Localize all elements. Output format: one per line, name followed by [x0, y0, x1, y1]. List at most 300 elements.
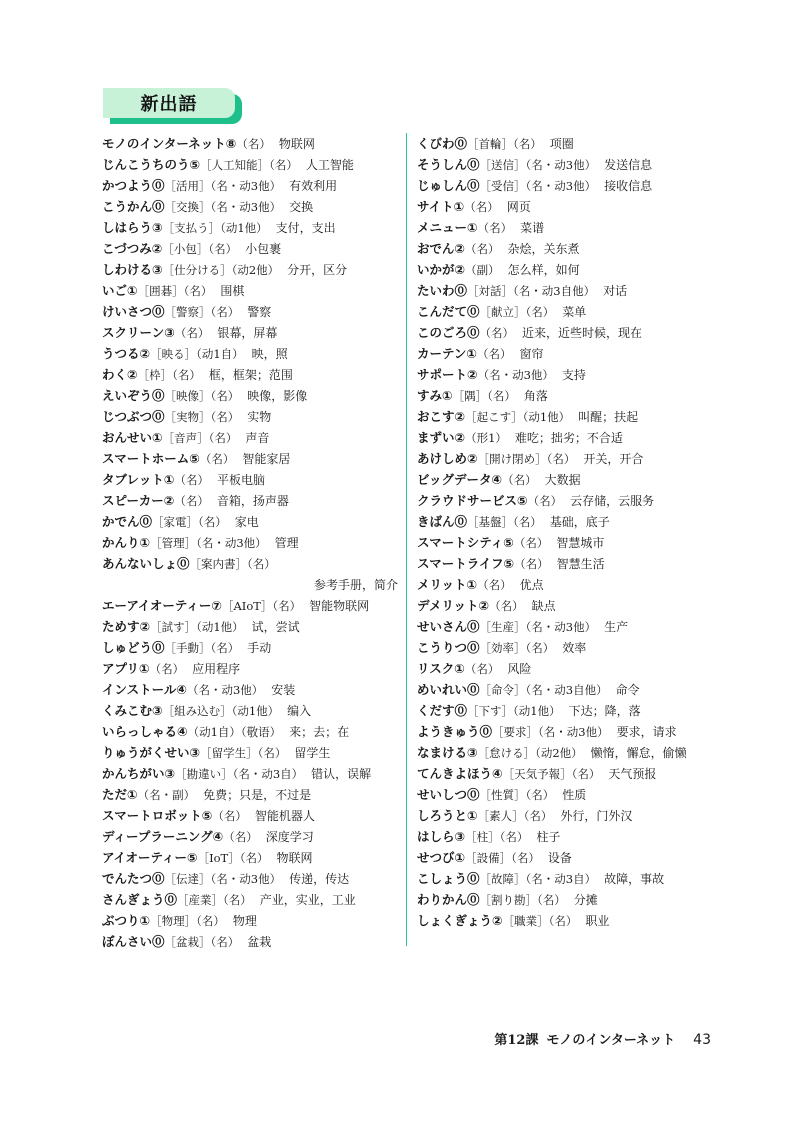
vocab-entry — [102, 784, 398, 805]
vocab-headword: ただ① — [102, 787, 138, 802]
vocab-entry — [102, 826, 398, 847]
vocab-headword: おんせい① — [102, 430, 163, 445]
vocab-meaning: 映像，影像 — [247, 389, 308, 403]
vocab-entry — [102, 910, 398, 931]
vocab-grammar-info: ［映る］（动1自） — [150, 347, 244, 361]
vocab-headword: しはらう③ — [102, 220, 163, 235]
vocab-headword: スマートライフ⑤ — [417, 556, 515, 571]
vocab-entry — [102, 763, 398, 784]
vocab-entry — [102, 280, 398, 301]
vocab-grammar-info: （名・动3他） — [477, 368, 554, 382]
vocab-meaning: 故障，事故 — [604, 872, 665, 886]
vocab-headword: ようきゅう⓪ — [417, 724, 493, 739]
vocab-entry — [102, 721, 398, 742]
vocab-meaning: 天气预报 — [608, 767, 657, 781]
vocab-grammar-info: （名） — [476, 347, 512, 361]
vocab-headword: サイト① — [417, 199, 465, 214]
vocab-headword: しょくぎょう② — [417, 913, 503, 928]
vocab-meaning: 网页 — [506, 200, 531, 214]
vocab-entry — [417, 217, 717, 238]
vocab-entry — [417, 301, 717, 322]
vocab-meaning: 产业，实业，工业 — [259, 893, 356, 907]
vocab-meaning: 近来，近些时候，现在 — [522, 326, 643, 340]
vocab-grammar-info: ［支払う］（动1他） — [162, 221, 268, 235]
vocab-headword: たいわ⓪ — [417, 283, 468, 298]
vocab-entry — [417, 679, 717, 700]
vocab-grammar-info: （名・动3他） — [186, 683, 264, 697]
vocab-meaning: 传递，传达 — [289, 872, 350, 886]
vocab-entry — [417, 259, 717, 280]
vocab-entry — [417, 889, 717, 910]
vocab-entry — [102, 406, 398, 427]
vocab-meaning: 围棋 — [220, 284, 245, 298]
vocab-meaning: 项圈 — [549, 137, 574, 151]
vocab-meaning: 人工智能 — [305, 158, 354, 172]
vocab-headword: アイオーティー⑤ — [102, 850, 198, 865]
vocab-entry — [102, 385, 398, 406]
vocab-entry — [417, 763, 717, 784]
vocab-meaning: 管理 — [274, 536, 299, 550]
vocab-meaning: 外行，门外汉 — [560, 809, 633, 823]
vocab-grammar-info: ［物理］（名） — [150, 914, 225, 928]
vocab-entry — [417, 385, 717, 406]
vocab-entry — [417, 448, 717, 469]
vocab-headword: スマートシティ⑤ — [417, 535, 514, 550]
vocab-grammar-info: （名） — [527, 494, 563, 508]
vocab-meaning: 菜单 — [562, 305, 587, 319]
vocab-entry — [417, 469, 717, 490]
page-footer — [494, 1029, 711, 1048]
vocab-meaning: 智慧生活 — [556, 557, 605, 571]
vocab-grammar-info: ［伝達］（名・动3他） — [164, 872, 282, 886]
vocab-grammar-info: ［効率］（名） — [479, 641, 555, 655]
vocab-headword: うつる② — [102, 346, 151, 361]
vocab-headword: くみこむ③ — [102, 703, 163, 718]
vocab-grammar-info: ［怠ける］（动2他） — [477, 746, 583, 760]
vocab-meaning: 效率 — [562, 641, 587, 655]
vocab-entry — [417, 511, 717, 532]
vocab-headword: めいれい⓪ — [417, 682, 480, 697]
vocab-grammar-info: ［家電］（名） — [152, 515, 227, 529]
vocab-entry — [417, 595, 717, 616]
vocab-meaning: 怎么样，如何 — [507, 263, 580, 277]
vocab-headword: てんきよほう④ — [417, 766, 503, 781]
vocab-headword: スマートロボット⑤ — [102, 808, 213, 823]
section-heading — [103, 88, 243, 124]
vocab-entry — [102, 133, 398, 154]
vocab-meaning: 错认，误解 — [311, 767, 372, 781]
vocab-grammar-info: ［AIoT］（名） — [221, 599, 302, 613]
vocab-headword: ためす② — [102, 619, 151, 634]
vocab-headword: おでん② — [417, 241, 465, 256]
footer-title: モノのインターネット — [546, 1033, 676, 1048]
vocab-entry — [417, 280, 717, 301]
vocab-grammar-info: ［天気予報］（名） — [502, 767, 601, 781]
vocab-meaning: 开关，开合 — [583, 452, 644, 466]
vocab-headword: スピーカー② — [102, 493, 175, 508]
vocab-headword: かつよう⓪ — [102, 178, 165, 193]
vocab-headword: ディープラーニング④ — [102, 829, 224, 844]
vocab-entry — [102, 595, 398, 616]
vocab-headword: カーテン① — [417, 346, 477, 361]
vocab-headword: スマートホーム⑤ — [102, 451, 200, 466]
vocab-entry — [417, 154, 717, 175]
vocab-grammar-info: （名） — [477, 221, 513, 235]
vocab-grammar-info: ［命令］（名・动3自他） — [479, 683, 608, 697]
vocab-meaning: 深度学习 — [265, 830, 314, 844]
vocab-meaning: 云存储，云服务 — [570, 494, 655, 508]
vocab-grammar-info: ［性質］（名） — [479, 788, 555, 802]
vocab-grammar-info: ［組み込む］（动1他） — [162, 704, 280, 718]
vocab-headword: でんたつ⓪ — [102, 871, 165, 886]
vocab-column-left — [102, 133, 398, 952]
vocab-meaning: 设备 — [547, 851, 572, 865]
vocab-meaning: 支持 — [561, 368, 586, 382]
vocab-meaning: 职业 — [585, 914, 610, 928]
vocab-grammar-info: ［対話］（名・动3自他） — [467, 284, 596, 298]
vocab-meaning: 来；去；在 — [289, 725, 350, 739]
vocab-grammar-info: ［職業］（名） — [502, 914, 578, 928]
vocab-headword: せいさん⓪ — [417, 619, 480, 634]
vocab-headword: はしら③ — [417, 829, 466, 844]
vocab-headword: りゅうがくせい③ — [102, 745, 201, 760]
vocab-headword: ぼんさい⓪ — [102, 934, 165, 949]
vocab-headword: ぶつり① — [102, 913, 151, 928]
vocab-entry — [102, 301, 398, 322]
vocab-entry — [417, 238, 717, 259]
vocab-grammar-info: ［献立］（名） — [479, 305, 555, 319]
vocab-grammar-info: （名） — [174, 473, 209, 487]
vocab-entry — [102, 658, 398, 679]
vocab-grammar-info: （名） — [477, 578, 512, 592]
vocab-entry — [102, 448, 398, 469]
vocab-meaning: 小包裹 — [245, 242, 282, 256]
vocab-entry — [102, 175, 398, 196]
vocab-entry — [102, 154, 398, 175]
vocab-entry — [417, 427, 717, 448]
vocab-entry — [102, 847, 398, 868]
vocab-grammar-info: ［割り勘］（名） — [479, 893, 566, 907]
vocab-column-right — [417, 133, 717, 931]
vocab-entry — [102, 469, 398, 490]
vocab-headword: くだす⓪ — [417, 703, 468, 718]
vocab-grammar-info: （名） — [464, 242, 500, 256]
vocab-headword: こづつみ② — [102, 241, 163, 256]
vocab-grammar-info: ［音声］（名） — [162, 431, 238, 445]
vocab-meaning: 实物 — [247, 410, 272, 424]
vocab-grammar-info: ［留学生］（名） — [200, 746, 287, 760]
vocab-headword: リスク① — [417, 661, 465, 676]
vocab-grammar-info: （名） — [223, 830, 258, 844]
vocab-headword: きばん⓪ — [417, 514, 468, 529]
vocab-entry — [417, 616, 717, 637]
vocab-headword: このごろ⓪ — [417, 325, 480, 340]
vocab-grammar-info: ［要求］（名・动3他） — [492, 725, 609, 739]
vocab-grammar-info: ［受信］（名・动3他） — [479, 179, 597, 193]
vocab-headword: こんだて⓪ — [417, 304, 480, 319]
vocab-meaning: 物联网 — [276, 851, 313, 865]
vocab-headword: くびわ⓪ — [417, 136, 468, 151]
vocab-entry — [102, 238, 398, 259]
vocab-meaning: 声音 — [245, 431, 270, 445]
vocab-headword: えいぞう⓪ — [102, 388, 165, 403]
vocab-headword: しゅどう⓪ — [102, 640, 165, 655]
vocab-headword: じつぶつ⓪ — [102, 409, 165, 424]
vocab-entry — [102, 490, 398, 511]
vocab-headword: インストール④ — [102, 682, 187, 697]
vocab-entry — [102, 217, 398, 238]
vocab-meaning: 映，照 — [251, 347, 288, 361]
vocab-headword: せつび① — [417, 850, 466, 865]
vocab-entry — [102, 931, 398, 952]
vocab-headword: おこす② — [417, 409, 466, 424]
vocab-entry — [102, 889, 398, 910]
vocab-headword: あんないしょ⓪ — [102, 556, 190, 571]
vocab-meaning: 缺点 — [531, 599, 556, 613]
vocab-grammar-info: ［管理］（名・动3他） — [150, 536, 267, 550]
vocab-grammar-info: ［設備］（名） — [465, 851, 540, 865]
vocab-meaning: 试，尝试 — [251, 620, 300, 634]
vocab-grammar-info: （名） — [174, 326, 210, 340]
vocab-grammar-info: ［柱］（名） — [465, 830, 529, 844]
vocab-entry — [102, 616, 398, 637]
vocab-entry — [417, 196, 717, 217]
vocab-headword: エーアイオーティー⑦ — [102, 598, 222, 613]
vocab-meaning: 有效利用 — [289, 179, 338, 193]
vocab-headword: しわける③ — [102, 262, 163, 277]
vocab-meaning: 懒惰，懈怠，偷懒 — [590, 746, 687, 760]
vocab-entry — [417, 721, 717, 742]
vocab-meaning: 接收信息 — [604, 179, 653, 193]
vocab-headword: デメリット② — [417, 598, 490, 613]
vocab-headword: スクリーン③ — [102, 325, 175, 340]
vocab-grammar-info: （名） — [464, 200, 499, 214]
page-number: 43 — [693, 1032, 711, 1048]
vocab-headword: クラウドサービス⑤ — [417, 493, 528, 508]
vocab-meaning: 难吃；拙劣；不合适 — [514, 431, 623, 445]
vocab-grammar-info: ［故障］（名・动3自） — [479, 872, 597, 886]
vocab-grammar-info: （名） — [212, 809, 247, 823]
vocab-entry — [417, 910, 717, 931]
vocab-headword: メリット① — [417, 577, 478, 592]
vocab-grammar-info: ［囲碁］（名） — [137, 284, 213, 298]
vocab-headword: せいしつ⓪ — [417, 787, 480, 802]
vocab-meaning: 角落 — [523, 389, 548, 403]
vocab-grammar-info: （名） — [464, 662, 500, 676]
vocab-meaning: 智慧城市 — [556, 536, 605, 550]
vocab-meaning: 音箱，扬声器 — [216, 494, 289, 508]
vocab-entry — [417, 490, 717, 511]
vocab-meaning: 智能机器人 — [254, 809, 315, 823]
vocab-grammar-info: ［生産］（名・动3他） — [479, 620, 597, 634]
vocab-grammar-info: ［隅］（名） — [452, 389, 516, 403]
vocab-grammar-info: （副） — [465, 263, 500, 277]
vocab-headword: アプリ① — [102, 661, 150, 676]
vocab-headword: サポート② — [417, 367, 478, 382]
vocab-entry — [417, 700, 717, 721]
vocab-entry — [417, 574, 717, 595]
vocab-meaning: 优点 — [519, 578, 544, 592]
vocab-entry-continuation — [102, 574, 398, 595]
vocab-entry — [102, 679, 398, 700]
vocab-meaning: 交换 — [289, 200, 314, 214]
vocab-grammar-info: ［映像］（名） — [164, 389, 240, 403]
vocab-headword: さんぎょう⓪ — [102, 892, 178, 907]
vocab-meaning: 框，框架；范围 — [208, 368, 293, 382]
vocab-headword: かんちがい③ — [102, 766, 176, 781]
vocab-entry — [417, 868, 717, 889]
vocab-grammar-info: ［枠］（名） — [137, 368, 201, 382]
vocab-entry — [417, 532, 717, 553]
vocab-meaning: 分摊 — [573, 893, 598, 907]
vocab-meaning: 分开，区分 — [287, 263, 348, 277]
vocab-entry — [102, 532, 398, 553]
vocab-grammar-info: ［送信］（名・动3他） — [479, 158, 597, 172]
vocab-headword: わく② — [102, 367, 138, 382]
vocab-headword: タブレット① — [102, 472, 175, 487]
vocab-meaning: 要求，请求 — [616, 725, 677, 739]
vocab-grammar-info: ［勘違い］（名・动3自） — [175, 767, 304, 781]
vocab-grammar-info: （名） — [489, 599, 524, 613]
vocab-entry — [417, 805, 717, 826]
vocab-grammar-info: （名・副） — [137, 788, 196, 802]
vocab-headword: しろうと① — [417, 808, 478, 823]
vocab-meaning: 警察 — [247, 305, 272, 319]
vocab-meaning: 留学生 — [294, 746, 331, 760]
vocab-entry — [102, 868, 398, 889]
vocab-meaning: 杂烩，关东煮 — [507, 242, 580, 256]
vocab-headword: そうしん⓪ — [417, 157, 480, 172]
vocab-entry — [417, 553, 717, 574]
vocab-entry — [417, 742, 717, 763]
vocab-entry — [102, 322, 398, 343]
vocab-meaning: 物联网 — [278, 137, 315, 151]
vocab-grammar-info: （动1自）（敬语） — [187, 725, 282, 739]
column-divider — [406, 133, 407, 946]
vocab-meaning: 盆栽 — [247, 935, 272, 949]
vocab-headword: モノのインターネット⑧ — [102, 136, 237, 151]
vocab-entry — [417, 364, 717, 385]
vocab-entry — [417, 826, 717, 847]
vocab-entry — [417, 406, 717, 427]
vocab-meaning: 下达；降，落 — [568, 704, 641, 718]
vocab-headword: じんこうちのう⑤ — [102, 157, 201, 172]
vocab-meaning: 柱子 — [536, 830, 561, 844]
vocab-meaning: 命令 — [615, 683, 640, 697]
vocab-entry — [417, 343, 717, 364]
vocab-grammar-info: ［小包］（名） — [162, 242, 238, 256]
vocab-headword: いらっしゃる④ — [102, 724, 188, 739]
vocab-meaning: 安装 — [271, 683, 296, 697]
vocab-entry — [102, 553, 398, 574]
vocab-meaning: 叫醒；扶起 — [578, 410, 639, 424]
vocab-entry — [102, 805, 398, 826]
vocab-grammar-info: （名） — [514, 557, 549, 571]
vocab-grammar-info: ［首輪］（名） — [467, 137, 542, 151]
vocab-grammar-info: （名） — [149, 662, 185, 676]
vocab-meaning: 手动 — [247, 641, 272, 655]
vocab-headword: かでん⓪ — [102, 514, 153, 529]
vocab-grammar-info: （名） — [479, 326, 515, 340]
vocab-meaning: 对话 — [603, 284, 628, 298]
vocab-headword: メニュー① — [417, 220, 478, 235]
vocab-grammar-info: ［開け閉め］（名） — [477, 452, 576, 466]
footer-lesson: 第12課 — [494, 1033, 539, 1048]
vocab-entry — [102, 196, 398, 217]
vocab-grammar-info: （名） — [502, 473, 537, 487]
vocab-meaning: 支付，支出 — [275, 221, 336, 235]
vocab-meaning: 智能物联网 — [309, 599, 370, 613]
vocab-entry — [102, 637, 398, 658]
vocab-headword: わりかん⓪ — [417, 892, 480, 907]
vocab-headword: すみ① — [417, 388, 453, 403]
vocab-entry — [102, 700, 398, 721]
vocab-meaning: 菜谱 — [520, 221, 545, 235]
vocab-grammar-info: ［基盤］（名） — [467, 515, 542, 529]
vocab-headword: こしょう⓪ — [417, 871, 480, 886]
vocab-meaning: 大数据 — [544, 473, 581, 487]
vocab-meaning: 参考手册，简介 — [313, 578, 398, 592]
vocab-headword: ビッグデータ④ — [417, 472, 503, 487]
vocab-entry — [102, 343, 398, 364]
vocab-meaning: 基础，底子 — [549, 515, 610, 529]
vocab-entry — [417, 133, 717, 154]
vocab-grammar-info: ［警察］（名） — [164, 305, 240, 319]
vocab-grammar-info: ［下す］（动1他） — [467, 704, 561, 718]
vocab-grammar-info: （名） — [174, 494, 209, 508]
vocab-meaning: 智能家居 — [242, 452, 291, 466]
vocab-grammar-info: ［盆栽］（名） — [164, 935, 240, 949]
vocab-grammar-info: ［IoT］（名） — [197, 851, 269, 865]
vocab-grammar-info: ［産業］（名） — [177, 893, 252, 907]
vocab-meaning: 平板电脑 — [216, 473, 265, 487]
vocab-meaning: 编入 — [287, 704, 312, 718]
vocab-meaning: 窗帘 — [519, 347, 544, 361]
vocab-grammar-info: ［活用］（名・动3他） — [164, 179, 282, 193]
vocab-grammar-info: （名） — [236, 137, 271, 151]
vocab-headword: いかが② — [417, 262, 466, 277]
vocab-entry — [417, 784, 717, 805]
vocab-entry — [417, 847, 717, 868]
vocab-entry — [102, 742, 398, 763]
vocab-headword: じゅしん⓪ — [417, 178, 480, 193]
vocab-headword: なまける③ — [417, 745, 478, 760]
vocab-meaning: 应用程序 — [192, 662, 241, 676]
section-heading-label: 新出語 — [103, 88, 235, 118]
vocab-meaning: 风险 — [507, 662, 532, 676]
vocab-grammar-info: ［実物］（名） — [164, 410, 240, 424]
vocab-grammar-info: ［起こす］（动1他） — [465, 410, 571, 424]
vocab-grammar-info: ［素人］（名） — [477, 809, 553, 823]
vocab-entry — [102, 511, 398, 532]
vocab-grammar-info: ［手動］（名） — [164, 641, 240, 655]
vocab-headword: いご① — [102, 283, 138, 298]
vocab-grammar-info: （形1） — [465, 431, 507, 445]
vocab-headword: こうかん⓪ — [102, 199, 165, 214]
vocab-headword: けいさつ⓪ — [102, 304, 165, 319]
vocab-entry — [417, 322, 717, 343]
vocab-grammar-info: ［交換］（名・动3他） — [164, 200, 282, 214]
vocab-grammar-info: （名） — [513, 536, 549, 550]
vocab-entry — [102, 259, 398, 280]
vocab-grammar-info: ［試す］（动1他） — [150, 620, 244, 634]
vocab-meaning: 家电 — [234, 515, 259, 529]
vocab-meaning: 免费；只是，不过是 — [203, 788, 312, 802]
vocab-grammar-info: （名） — [199, 452, 235, 466]
vocab-entry — [417, 658, 717, 679]
vocab-headword: かんり① — [102, 535, 151, 550]
vocab-headword: あけしめ② — [417, 451, 478, 466]
